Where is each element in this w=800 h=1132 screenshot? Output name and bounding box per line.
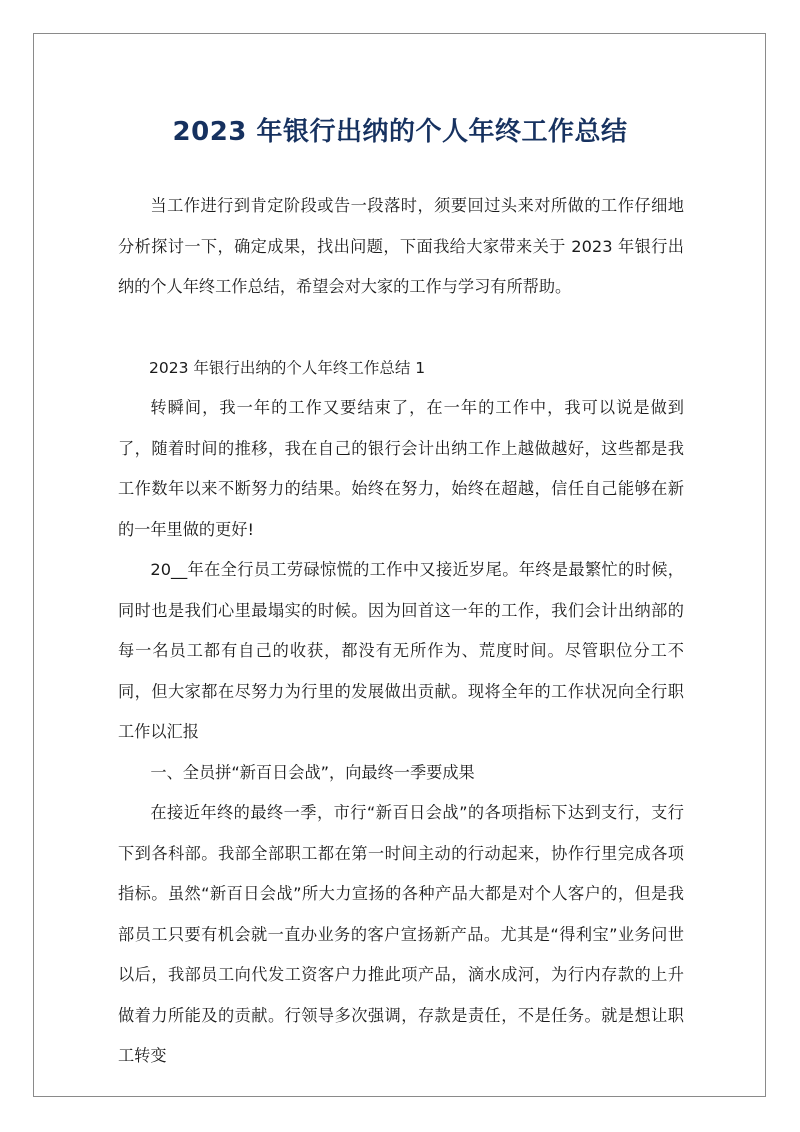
document-body bbox=[118, 186, 684, 1077]
section-heading: 2023 年银行出纳的个人年终工作总结 1 bbox=[149, 358, 426, 377]
subsection-heading: 一、全员拼“新百日会战”，向最终一季要成果 bbox=[150, 762, 475, 782]
spacer bbox=[118, 308, 684, 348]
body-paragraph: 转瞬间，我一年的工作又要结束了，在一年的工作中，我可以说是做到了，随着时间的推移，我在自己的银行会计出纳工作上越做越好，这些都是我工作数年以来不断努力的结果。始终在努力，始终在超越，信任自己能够在新的一年里做的更好! bbox=[118, 398, 684, 539]
document-title: 2023 年银行出纳的个人年终工作总结 bbox=[172, 117, 628, 147]
body-paragraph: 20__年在全行员工劳碌惊慌的工作中又接近岁尾。年终是最繁忙的时候，同时也是我们心里最塌实的时候。因为回首这一年的工作，我们会计出纳部的每一名员工都有自己的收获，都没有无所作为、荒度时间。尽管职位分工不同，但大家都在尽努力为行里的发展做出贡献。现将全年的工作状况向全行职工作以汇报 bbox=[118, 560, 684, 741]
body-paragraph: 在接近年终的最终一季，市行“新百日会战”的各项指标下达到支行，支行下到各科部。我部全部职工都在第一时间主动的行动起来，协作行里完成各项指标。虽然“新百日会战”所大力宣扬的各种产品大都是对个人客户的，但是我部员工只要有机会就一直办业务的客户宣扬新产品。尤其是“得利宝”业务问世以后，我部员工向代发工资客户力推此项产品，滴水成河，为行内存款的上升做着力所能及的贡献。行领导多次强调，存款是责任，不是任务。就是想让职工转变 bbox=[118, 803, 684, 1065]
intro-paragraph: 当工作进行到肯定阶段或告一段落时，须要回过头来对所做的工作仔细地分析探讨一下，确定成果，找出问题，下面我给大家带来关于 2023 年银行出纳的个人年终工作总结，希望会对大家的工作与学习有所帮助。 bbox=[118, 196, 684, 296]
